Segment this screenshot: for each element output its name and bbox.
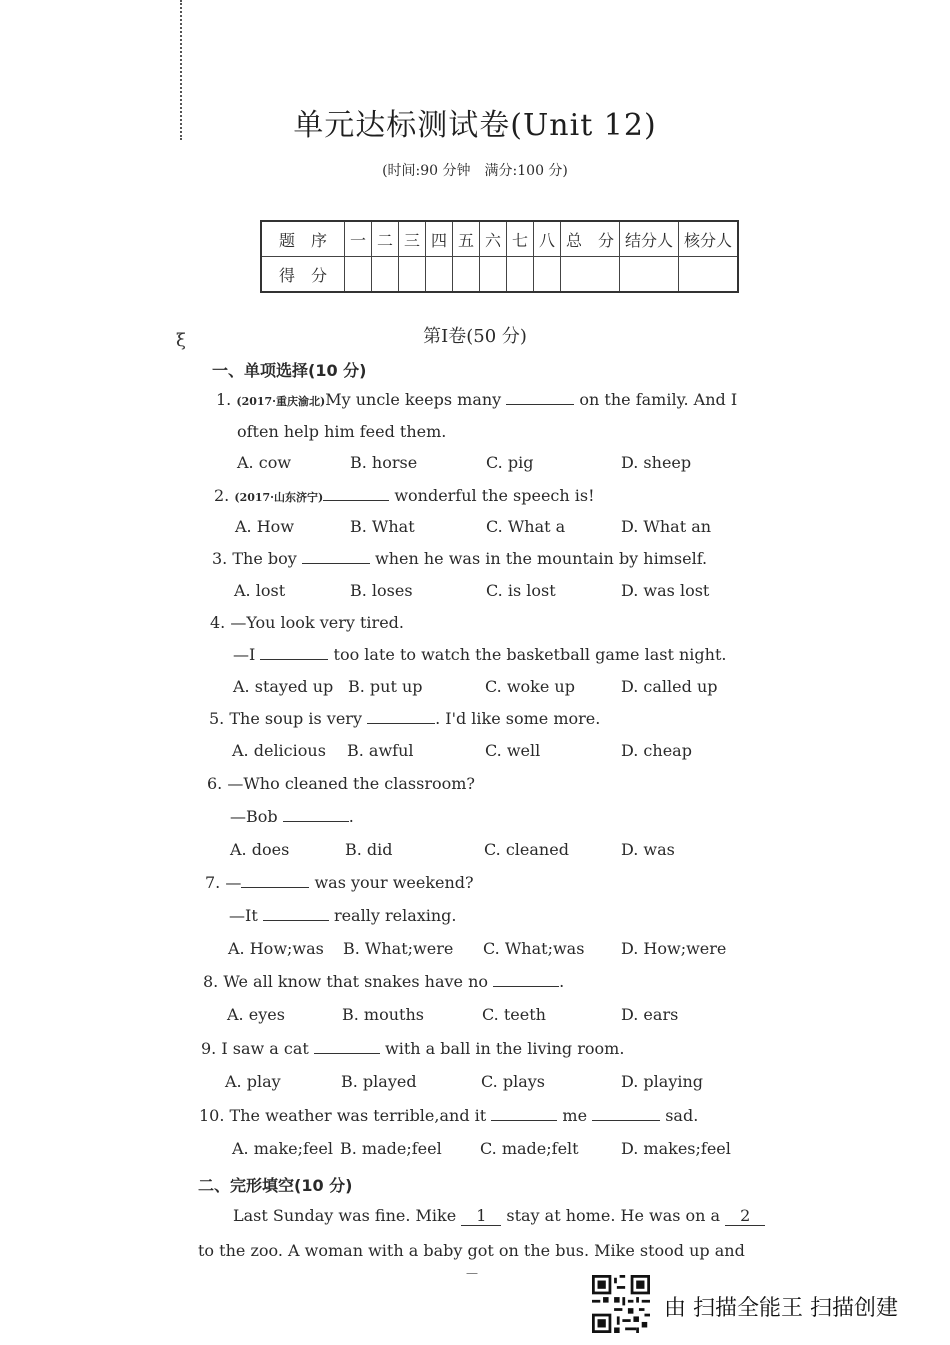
score-cell: 五: [453, 221, 480, 257]
score-input-cell[interactable]: [372, 257, 399, 293]
question-text: wonderful the speech is!: [394, 486, 595, 505]
option-b[interactable]: B. played: [341, 1072, 417, 1091]
question-number: 6.: [207, 774, 223, 793]
answer-blank[interactable]: [506, 390, 574, 405]
option-a[interactable]: A. make;feel: [232, 1139, 333, 1158]
answer-blank[interactable]: [283, 807, 349, 822]
question-2: [214, 486, 595, 505]
option-d[interactable]: D. What an: [621, 517, 712, 536]
question-text: I saw a cat: [221, 1039, 309, 1058]
option-c[interactable]: C. is lost: [486, 581, 556, 600]
option-d[interactable]: D. ears: [621, 1005, 679, 1024]
question-text: was your weekend?: [314, 873, 474, 892]
question-1: [216, 390, 737, 409]
score-input-cell[interactable]: [620, 257, 679, 293]
cloze-blank[interactable]: 2: [725, 1206, 765, 1226]
question-text: The weather was terrible,and it: [229, 1106, 487, 1125]
option-d[interactable]: D. cheap: [621, 741, 692, 760]
cloze-line: [233, 1206, 765, 1226]
score-cell: 八: [534, 221, 561, 257]
option-a[interactable]: A. play: [225, 1072, 281, 1091]
question-number: 3.: [212, 549, 228, 568]
part-title: 第Ⅰ卷(50 分): [423, 326, 527, 347]
score-input-cell[interactable]: [507, 257, 534, 293]
score-input-cell[interactable]: [345, 257, 372, 293]
score-cell: 总 分: [561, 221, 620, 257]
answer-blank[interactable]: [491, 1106, 557, 1121]
score-cell: 六: [480, 221, 507, 257]
answer-blank[interactable]: [302, 549, 370, 564]
section-title: 二、完形填空(10 分): [198, 1176, 353, 1195]
answer-blank[interactable]: [263, 906, 329, 921]
question-text: We all know that snakes have no: [223, 972, 489, 991]
option-c[interactable]: C. woke up: [485, 677, 575, 696]
question-10: [199, 1106, 698, 1125]
page-title: 单元达标测试卷(Unit 12): [293, 108, 657, 143]
question-text: —It: [229, 906, 258, 925]
option-b[interactable]: B. did: [345, 840, 393, 859]
question-7-reply: [229, 906, 457, 925]
score-input-cell[interactable]: [480, 257, 507, 293]
option-c[interactable]: C. made;felt: [480, 1139, 579, 1158]
option-a[interactable]: A. stayed up: [233, 677, 334, 696]
question-number: 8.: [203, 972, 219, 991]
question-8: [203, 972, 564, 991]
answer-blank[interactable]: [323, 486, 389, 501]
option-d[interactable]: D. makes;feel: [621, 1139, 731, 1158]
answer-blank[interactable]: [493, 972, 559, 987]
option-b[interactable]: B. made;feel: [340, 1139, 442, 1158]
option-b[interactable]: B. What;were: [343, 939, 454, 958]
question-text: The soup is very: [229, 709, 362, 728]
question-5: [209, 709, 600, 728]
option-d[interactable]: D. How;were: [621, 939, 727, 958]
section-title: 一、单项选择(10 分): [212, 361, 367, 380]
option-d[interactable]: D. was lost: [621, 581, 710, 600]
score-cell: 四: [426, 221, 453, 257]
answer-blank[interactable]: [314, 1039, 380, 1054]
answer-blank[interactable]: [592, 1106, 660, 1121]
question-text: —I: [233, 645, 256, 664]
question-text: when he was in the mountain by himself.: [375, 549, 708, 568]
question-number: 9.: [201, 1039, 217, 1058]
score-row-label: 得 分: [261, 257, 345, 293]
scanner-watermark: [592, 1275, 932, 1335]
option-b[interactable]: B. put up: [348, 677, 423, 696]
question-6: [207, 774, 475, 793]
score-cell: 题 序: [261, 221, 345, 257]
question-text: .: [348, 807, 354, 826]
option-d[interactable]: D. sheep: [621, 453, 692, 472]
score-table-header-row: [261, 221, 738, 257]
option-b[interactable]: B. mouths: [342, 1005, 424, 1024]
question-4: [210, 613, 404, 632]
option-d[interactable]: D. was: [621, 840, 675, 859]
option-c[interactable]: C. cleaned: [484, 840, 569, 859]
scanner-credit: 由 扫描全能王 扫描创建: [664, 1296, 898, 1321]
question-9: [201, 1039, 624, 1058]
option-a[interactable]: A. cow: [237, 453, 292, 472]
score-input-cell[interactable]: [534, 257, 561, 293]
qr-code-icon: [592, 1275, 650, 1333]
cloze-blank[interactable]: 1: [461, 1206, 501, 1226]
question-text: .: [559, 972, 565, 991]
question-6-reply: [230, 807, 354, 826]
question-text: The boy: [232, 549, 297, 568]
question-text: too late to watch the basketball game last night.: [333, 645, 727, 664]
option-b[interactable]: B. awful: [347, 741, 414, 760]
cloze-text: stay at home. He was on a: [506, 1206, 721, 1225]
score-cell: 核分人: [679, 221, 739, 257]
option-a[interactable]: A. eyes: [227, 1005, 285, 1024]
question-text: My uncle keeps many: [325, 390, 502, 409]
cloze-text: Last Sunday was fine. Mike: [233, 1206, 457, 1225]
question-text: with a ball in the living room.: [385, 1039, 625, 1058]
score-cell: 一: [345, 221, 372, 257]
score-input-cell[interactable]: [399, 257, 426, 293]
question-text: on the family. And I: [579, 390, 738, 409]
question-text: —Who cleaned the classroom?: [227, 774, 476, 793]
question-text: —: [225, 873, 242, 892]
question-text: —You look very tired.: [230, 613, 404, 632]
cloze-line: to the zoo. A woman with a baby got on the bus. Mike stood up and: [198, 1241, 745, 1260]
question-number: 1.: [216, 390, 232, 409]
score-input-cell[interactable]: [426, 257, 453, 293]
question-text: sad.: [665, 1106, 699, 1125]
page-number: —: [466, 1266, 478, 1280]
answer-blank[interactable]: [260, 645, 328, 660]
question-number: 5.: [209, 709, 225, 728]
question-source: (2017·山东济宁): [234, 491, 324, 504]
binding-mark: ξ: [176, 330, 186, 351]
question-text: me: [562, 1106, 588, 1125]
score-table: [260, 220, 739, 293]
option-b[interactable]: B. What: [350, 517, 415, 536]
question-3: [212, 549, 707, 568]
question-number: 2.: [214, 486, 230, 505]
option-c[interactable]: C. What;was: [483, 939, 585, 958]
question-4-reply: [233, 645, 726, 664]
option-c[interactable]: C. plays: [481, 1072, 545, 1091]
option-b[interactable]: B. loses: [350, 581, 413, 600]
question-number: 4.: [210, 613, 226, 632]
option-d[interactable]: D. called up: [621, 677, 718, 696]
question-text-continued: often help him feed them.: [237, 422, 447, 441]
option-a[interactable]: A. does: [230, 840, 290, 859]
option-c[interactable]: C. teeth: [482, 1005, 546, 1024]
answer-blank[interactable]: [241, 873, 309, 888]
score-input-cell[interactable]: [561, 257, 620, 293]
question-7: [205, 873, 474, 892]
question-text: —Bob: [230, 807, 278, 826]
option-b[interactable]: B. horse: [350, 453, 418, 472]
option-c[interactable]: C. pig: [486, 453, 534, 472]
exam-info: (时间:90 分钟 满分:100 分): [382, 163, 568, 179]
question-number: 10.: [199, 1106, 225, 1125]
option-d[interactable]: D. playing: [621, 1072, 704, 1091]
score-cell: 七: [507, 221, 534, 257]
question-text: . I'd like some more.: [435, 709, 601, 728]
question-text: really relaxing.: [333, 906, 457, 925]
option-a[interactable]: A. delicious: [232, 741, 326, 760]
option-c[interactable]: C. well: [485, 741, 541, 760]
option-a[interactable]: A. How;was: [228, 939, 324, 958]
score-input-cell[interactable]: [453, 257, 480, 293]
option-a[interactable]: A. lost: [234, 581, 286, 600]
question-source: (2017·重庆渝北): [236, 395, 326, 408]
score-table-score-row: [261, 257, 738, 293]
option-a[interactable]: A. How: [235, 517, 295, 536]
score-cell: 三: [399, 221, 426, 257]
score-cell: 二: [372, 221, 399, 257]
score-input-cell[interactable]: [679, 257, 739, 293]
question-number: 7.: [205, 873, 221, 892]
answer-blank[interactable]: [367, 709, 435, 724]
score-cell: 结分人: [620, 221, 679, 257]
option-c[interactable]: C. What a: [486, 517, 566, 536]
